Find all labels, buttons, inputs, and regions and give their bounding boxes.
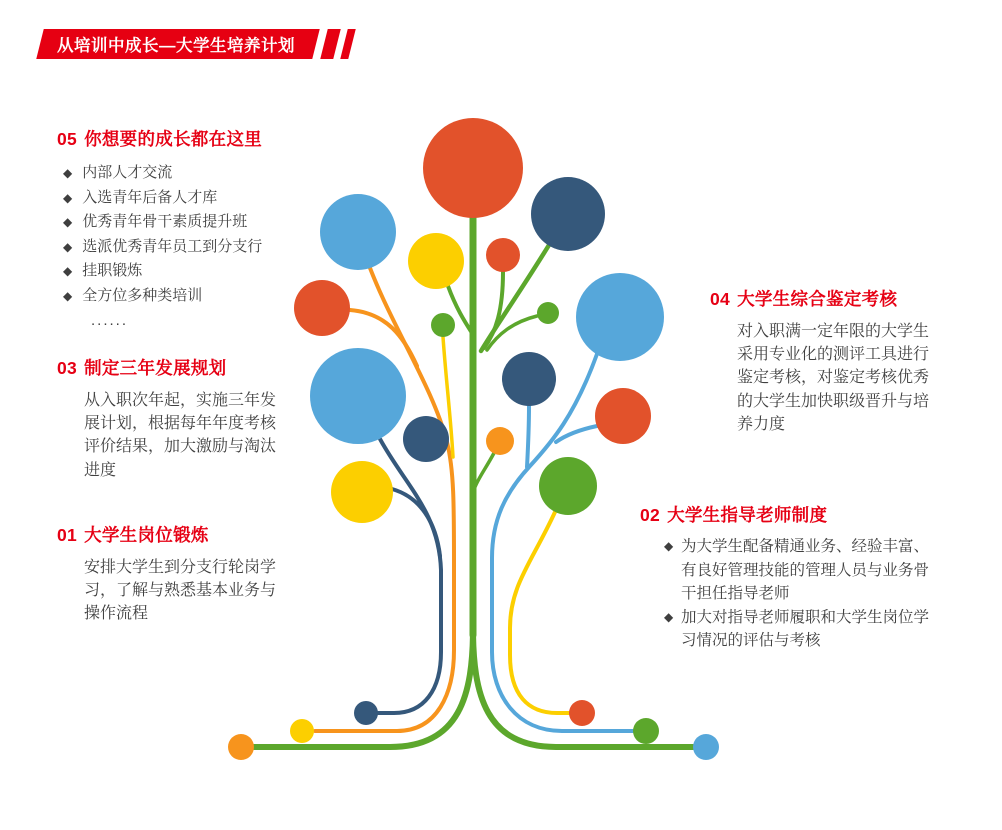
list-item-text: 全方位多种类培训	[82, 286, 203, 304]
diamond-bullet-icon: ◆	[63, 190, 73, 205]
diamond-bullet-icon: ◆	[664, 609, 674, 624]
list-item-text: 选派优秀青年员工到分支行	[82, 237, 263, 255]
root-dot-orange	[228, 734, 254, 760]
balloon-darkblue-center	[502, 352, 556, 406]
balloon-small-green-left	[431, 313, 455, 337]
balloon-large-red	[423, 118, 523, 218]
list-item	[57, 210, 262, 235]
diamond-bullet-icon: ◆	[63, 239, 73, 254]
section-05-heading	[57, 126, 262, 151]
section-03-three-year-plan	[57, 355, 284, 482]
balloon-yellow-left	[331, 461, 393, 523]
list-item-text: 入选青年后备人才库	[82, 188, 218, 206]
section-title: 大学生综合鉴定考核	[737, 289, 898, 309]
section-title: 大学生指导老师制度	[667, 505, 828, 525]
section-05-growth-options	[57, 126, 262, 333]
balloon-lightblue-topleft	[320, 194, 396, 270]
section-title: 大学生岗位锻炼	[84, 525, 209, 545]
stem-yellow-left-line	[392, 489, 440, 556]
list-item-text: 优秀青年骨干素质提升班	[82, 213, 248, 231]
balloon-lightblue-left	[310, 348, 406, 444]
list-item-text: 为大学生配备精通业务、经验丰富、有良好管理技能的管理人员与业务骨干担任指导老师	[681, 538, 930, 603]
section-04-body: 对入职满一定年限的大学生采用专业化的测评工具进行鉴定考核，对鉴定考核优秀的大学生加快职级晋升与培养力度	[737, 323, 930, 433]
list-item-text: 加大对指导老师履职和大学生岗位学习情况的评估与考核	[681, 608, 930, 650]
section-03-body: 从入职次年起，实施三年发展计划，根据每年年度考核评价结果，加大激励与淘汰进度	[84, 392, 277, 479]
list-item-text: 内部人才交流	[82, 164, 173, 181]
section-05-list	[57, 161, 262, 333]
page-title: 从培训中成长—大学生培养计划	[57, 37, 295, 55]
section-number: 02	[640, 505, 661, 525]
list-item-ellipsis: ......	[91, 311, 129, 329]
section-02-list	[664, 535, 934, 653]
section-01-heading	[57, 522, 284, 547]
balloon-green-right	[539, 457, 597, 515]
diamond-bullet-icon: ◆	[63, 264, 73, 279]
section-number: 01	[57, 525, 78, 545]
balloon-red-left	[294, 280, 350, 336]
balloon-yellow-top	[408, 233, 464, 289]
section-number: 04	[710, 289, 731, 309]
stem-darkblue-center-line	[527, 406, 529, 467]
list-item	[664, 535, 934, 606]
balloon-small-green-right	[537, 302, 559, 324]
list-item	[57, 284, 262, 309]
balloon-small-red	[486, 238, 520, 272]
section-title: 你想要的成长都在这里	[84, 129, 263, 149]
list-item	[57, 235, 262, 260]
root-dot-lightblue	[693, 734, 719, 760]
root-dot-red	[569, 700, 595, 726]
balloon-lightblue-right	[576, 273, 664, 361]
list-item	[57, 259, 262, 284]
list-item	[664, 606, 934, 653]
balloon-small-orange	[486, 427, 514, 455]
root-dots	[228, 700, 719, 760]
section-01-job-rotation	[57, 522, 284, 626]
balloon-red-right	[595, 388, 651, 444]
list-item	[57, 161, 262, 186]
root-dot-green	[633, 718, 659, 744]
section-01-body: 安排大学生到分支行轮岗学习，了解与熟悉基本业务与操作流程	[84, 559, 277, 623]
root-dot-darkblue	[354, 701, 378, 725]
section-number: 05	[57, 129, 78, 149]
diamond-bullet-icon: ◆	[664, 539, 674, 553]
list-item-text: 挂职锻炼	[82, 262, 143, 280]
balloon-darkblue-mid	[403, 416, 449, 462]
stem-small-orange-line	[475, 453, 494, 487]
section-04-assessment	[710, 286, 939, 436]
title-banner	[36, 29, 319, 59]
section-03-heading	[57, 355, 284, 380]
section-02-mentor-system	[640, 502, 934, 653]
tree-balloons	[294, 118, 664, 523]
diamond-bullet-icon: ◆	[63, 215, 73, 230]
section-02-heading	[640, 502, 934, 527]
list-item	[57, 186, 262, 211]
branch-yellow-right-line	[510, 512, 569, 713]
diamond-bullet-icon: ◆	[63, 288, 73, 303]
balloon-darkblue-top	[531, 177, 605, 251]
root-dot-yellow	[290, 719, 314, 743]
section-title: 制定三年发展规划	[84, 358, 227, 378]
section-number: 03	[57, 358, 78, 378]
diamond-bullet-icon: ◆	[63, 166, 73, 180]
section-04-heading	[710, 286, 939, 311]
